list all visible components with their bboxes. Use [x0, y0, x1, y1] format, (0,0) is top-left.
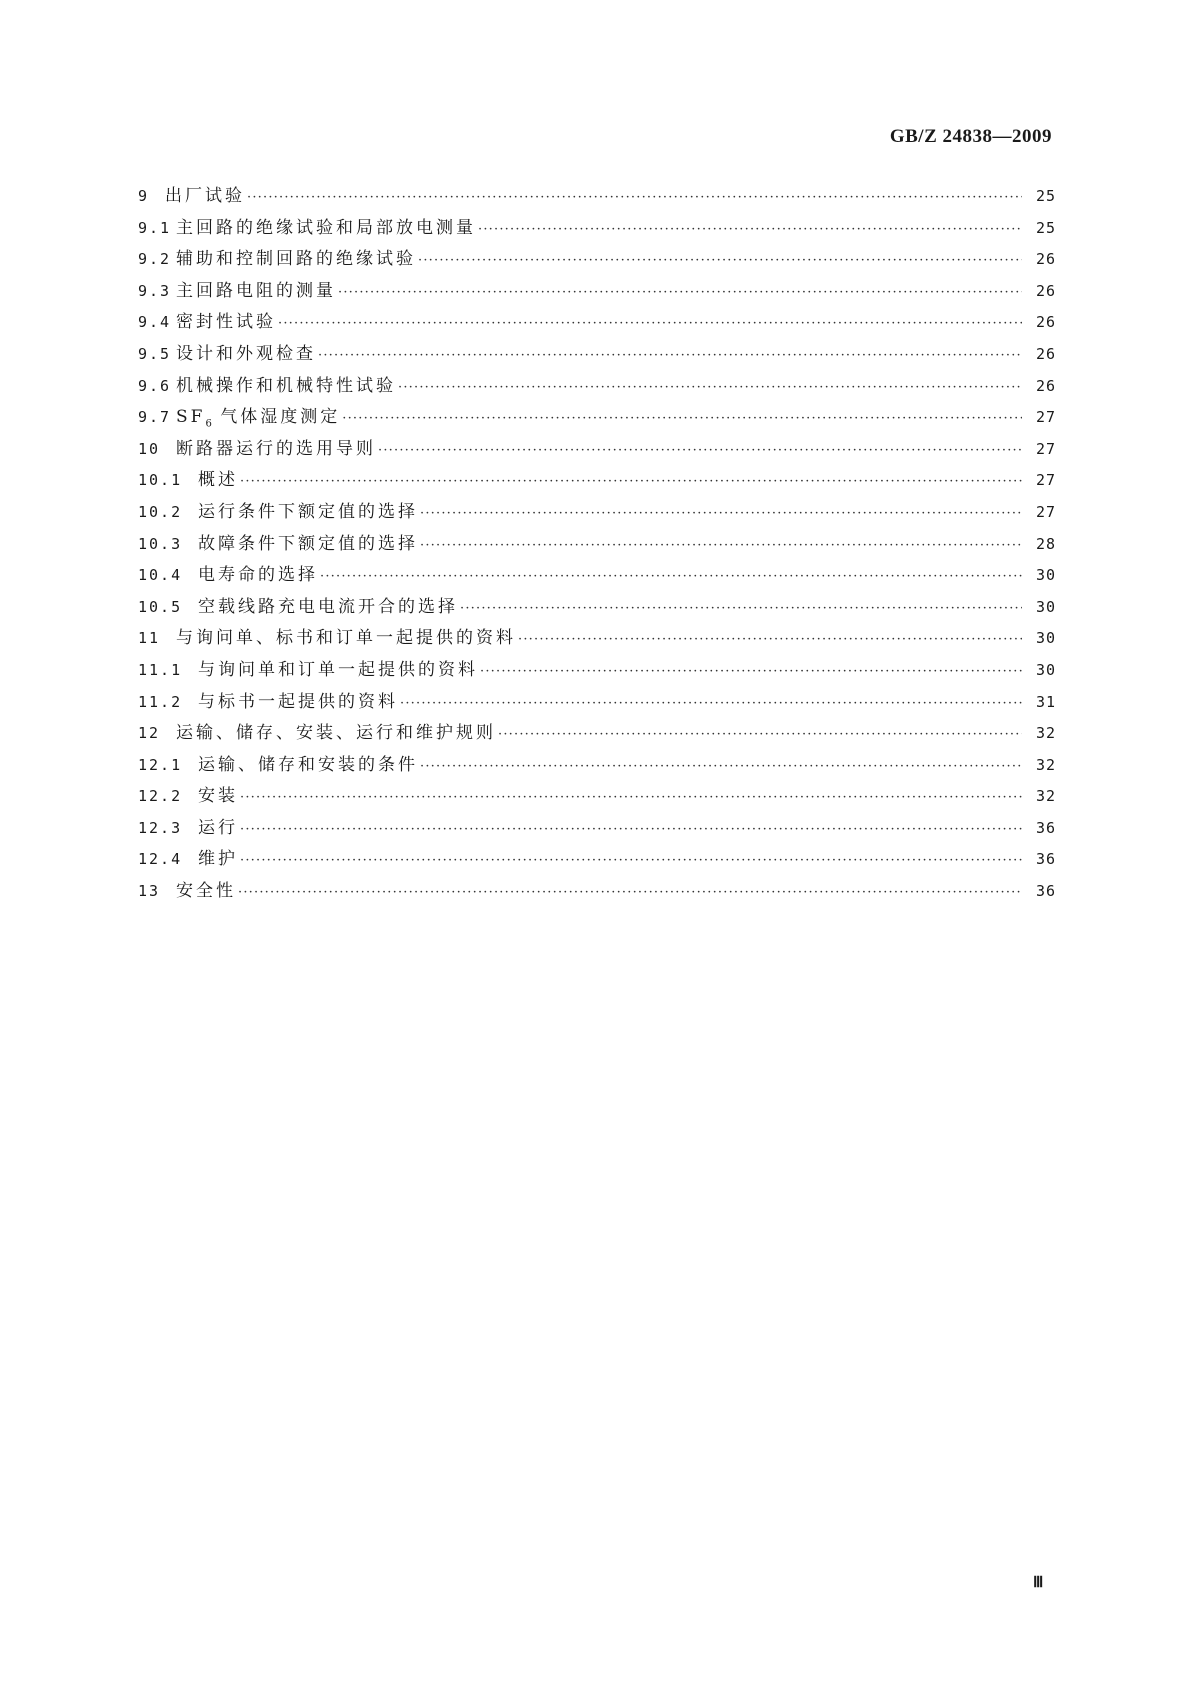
- toc-entry[interactable]: [138, 244, 1056, 276]
- toc-page: 30: [1035, 597, 1056, 616]
- toc-entry[interactable]: [138, 181, 1056, 213]
- toc-title: 维护: [198, 849, 238, 870]
- toc-entry[interactable]: [138, 465, 1056, 497]
- toc-entry[interactable]: [138, 687, 1056, 719]
- toc-title: 概述: [198, 470, 238, 491]
- toc-entry[interactable]: [138, 813, 1056, 845]
- toc-entry[interactable]: [138, 497, 1056, 529]
- toc-number: 10: [138, 439, 161, 458]
- toc-number: 12.1: [138, 755, 183, 774]
- toc-number: 10.1: [138, 471, 183, 490]
- toc-page: 36: [1035, 818, 1056, 837]
- toc-entry[interactable]: [138, 307, 1056, 339]
- toc-page: 27: [1035, 439, 1056, 458]
- toc-number: 11: [138, 629, 161, 648]
- toc-entry[interactable]: [138, 213, 1056, 245]
- toc-page: 25: [1035, 218, 1056, 237]
- dot-leader: [378, 443, 1022, 458]
- toc-title: 断路器运行的选用导则: [176, 438, 376, 459]
- toc-title: 安全性: [176, 881, 236, 902]
- toc-entry[interactable]: [138, 592, 1056, 624]
- toc-title: $SF_6$ 气体湿度测定: [176, 407, 341, 430]
- toc-number: 9.2: [138, 250, 172, 269]
- toc-number: 10.3: [138, 534, 183, 553]
- toc-number: 9.3: [138, 281, 172, 300]
- toc-number: 9.1: [138, 218, 172, 237]
- dot-leader: [240, 474, 1022, 489]
- toc-page: 31: [1035, 692, 1056, 711]
- toc-title: 运行条件下额定值的选择: [198, 501, 418, 522]
- toc-number: 9.4: [138, 313, 172, 332]
- toc-entry[interactable]: [138, 371, 1056, 403]
- toc-entry[interactable]: [138, 339, 1056, 371]
- toc-title: 设计和外观检查: [176, 343, 316, 364]
- dot-leader: [498, 727, 1022, 742]
- toc-page: 26: [1035, 281, 1056, 300]
- toc-title: 与询问单和订单一起提供的资料: [198, 659, 478, 680]
- dot-leader: [518, 632, 1022, 647]
- toc-page: 27: [1035, 502, 1056, 521]
- toc-entry[interactable]: [138, 529, 1056, 561]
- toc-number: 12.2: [138, 787, 183, 806]
- dot-leader: [318, 348, 1022, 363]
- toc-title: 电寿命的选择: [198, 565, 318, 586]
- toc-title: 空载线路充电电流开合的选择: [198, 596, 458, 617]
- toc-page: 30: [1035, 629, 1056, 648]
- toc-title: 与询问单、标书和订单一起提供的资料: [176, 628, 516, 649]
- toc-page: 36: [1035, 882, 1056, 901]
- standard-code: GB/Z 24838—2009: [889, 126, 1052, 147]
- toc-entry[interactable]: [138, 434, 1056, 466]
- toc-page: 27: [1035, 471, 1056, 490]
- toc-entry[interactable]: [138, 655, 1056, 687]
- toc-number: 12.3: [138, 818, 183, 837]
- toc-title: 故障条件下额定值的选择: [198, 533, 418, 554]
- dot-leader: [238, 885, 1022, 900]
- toc-number: 9.5: [138, 344, 172, 363]
- table-of-contents: [138, 181, 1056, 908]
- toc-number: 11.1: [138, 660, 183, 679]
- dot-leader: [278, 316, 1022, 331]
- toc-entry[interactable]: [138, 402, 1056, 434]
- dot-leader: [460, 601, 1022, 616]
- toc-title: 密封性试验: [176, 312, 276, 333]
- toc-title: 运输、储存、安装、运行和维护规则: [176, 723, 496, 744]
- toc-number: 10.2: [138, 502, 183, 521]
- toc-page: 32: [1035, 755, 1056, 774]
- toc-entry[interactable]: [138, 876, 1056, 908]
- dot-leader: [342, 411, 1022, 426]
- toc-title: 主回路的绝缘试验和局部放电测量: [176, 217, 476, 238]
- dot-leader: [418, 253, 1022, 268]
- dot-leader: [240, 822, 1022, 837]
- toc-title: 运行: [198, 817, 238, 838]
- toc-page: 32: [1035, 787, 1056, 806]
- dot-leader: [240, 790, 1022, 805]
- toc-entry[interactable]: [138, 560, 1056, 592]
- toc-number: 10.4: [138, 566, 183, 585]
- toc-page: 36: [1035, 850, 1056, 869]
- dot-leader: [420, 759, 1022, 774]
- toc-title: 主回路电阻的测量: [176, 280, 336, 301]
- toc-number: 12: [138, 724, 161, 743]
- toc-entry[interactable]: [138, 623, 1056, 655]
- toc-title: 与标书一起提供的资料: [198, 691, 398, 712]
- toc-number: 13: [138, 882, 161, 901]
- toc-page: 30: [1035, 566, 1056, 585]
- toc-number: 9: [138, 187, 150, 205]
- toc-number: 9.6: [138, 376, 172, 395]
- toc-page: 26: [1035, 344, 1056, 363]
- toc-page: 27: [1035, 408, 1056, 427]
- dot-leader: [247, 190, 1022, 205]
- toc-page: 25: [1035, 187, 1056, 205]
- dot-leader: [478, 222, 1022, 237]
- toc-page: 28: [1035, 534, 1056, 553]
- toc-entry[interactable]: [138, 844, 1056, 876]
- dot-leader: [420, 506, 1022, 521]
- toc-page: 26: [1035, 250, 1056, 269]
- toc-entry[interactable]: [138, 781, 1056, 813]
- toc-entry[interactable]: [138, 718, 1056, 750]
- dot-leader: [320, 569, 1022, 584]
- toc-title: 安装: [198, 786, 238, 807]
- toc-title: 出厂试验: [165, 186, 245, 206]
- page-folio: Ⅲ: [1033, 1575, 1043, 1591]
- sf6-formula: $SF_6$: [176, 407, 212, 430]
- toc-number: 10.5: [138, 597, 183, 616]
- toc-page: 32: [1035, 724, 1056, 743]
- toc-title: 辅助和控制回路的绝缘试验: [176, 249, 416, 270]
- toc-page: 26: [1035, 313, 1056, 332]
- toc-title: 运输、储存和安装的条件: [198, 754, 418, 775]
- toc-number: 11.2: [138, 692, 183, 711]
- dot-leader: [480, 664, 1022, 679]
- dot-leader: [400, 696, 1022, 711]
- dot-leader: [420, 538, 1022, 553]
- toc-number: 9.7: [138, 408, 172, 427]
- dot-leader: [240, 853, 1022, 868]
- toc-entry[interactable]: [138, 276, 1056, 308]
- toc-page: 26: [1035, 376, 1056, 395]
- dot-leader: [398, 380, 1022, 395]
- dot-leader: [338, 285, 1022, 300]
- toc-title: 机械操作和机械特性试验: [176, 375, 396, 396]
- toc-number: 12.4: [138, 850, 183, 869]
- toc-entry[interactable]: [138, 750, 1056, 782]
- toc-page: 30: [1035, 660, 1056, 679]
